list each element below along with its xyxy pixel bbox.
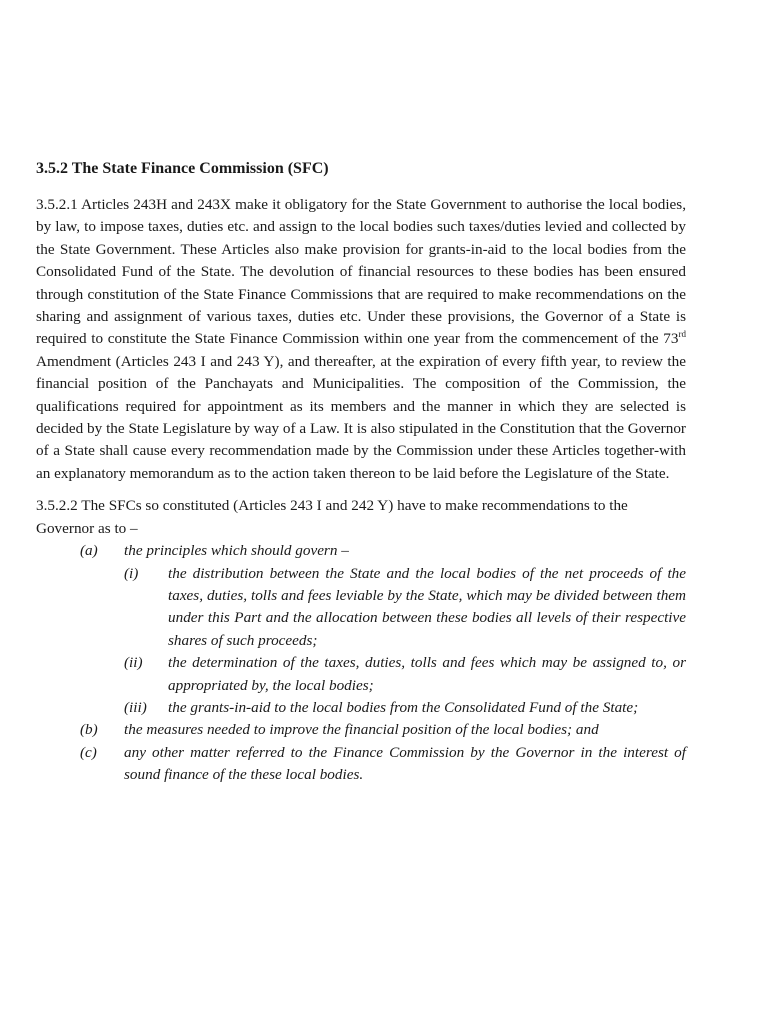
list-item-iii — [36, 697, 686, 719]
paragraph-text-end: Amendment (Articles 243 I and 243 Y), and thereafter, at the expiration of every fifth year, to review the financial position of the Panchayats and Municipalities. The composition of the Commission, the qualifications required for appointment as its members and the manner in which they are selected is decided by the State Legislature by way of a Law. It is also stipulated in the Constitution that the Governor of a State shall cause every recommendation made by the Commission under these Articles together-with an explanatory memorandum as to the action taken thereon to be laid before the Legislature of the State. — [36, 352, 686, 482]
list-item-ii — [36, 652, 686, 697]
list-item-text: the determination of the taxes, duties, tolls and fees which may be assigned to, or appropriated by, the local bodies; — [168, 654, 686, 694]
paragraph-text-start: 3.5.2.1 Articles 243H and 243X make it obligatory for the State Government to authorise the local bodies, by law, to impose taxes, duties etc. and assign to the local bodies such taxes/duties levied and collected by the State Government. These Articles also make provision for grants-in-aid to the local bodies from the Consolidated Fund of the State. The devolution of financial resources to these bodies has been ensured through constitution of the State Finance Commissions that are required to make recommendations on the sharing and assignment of various taxes, duties etc. Under these provisions, the Governor of a State is required to constitute the State Finance Commission within one year from the commencement of the 73 — [36, 196, 686, 348]
section-heading: 3.5.2 The State Finance Commission (SFC) — [36, 160, 329, 177]
superscript-ordinal: rd — [678, 329, 686, 340]
list-item-label: (c) — [80, 743, 97, 761]
recommendation-list — [36, 540, 686, 786]
list-item-a — [36, 540, 686, 562]
list-item-text: the measures needed to improve the financial position of the local bodies; and — [124, 721, 599, 739]
document-page — [36, 158, 686, 787]
list-item-b — [36, 719, 686, 741]
list-item-label: (i) — [124, 564, 139, 582]
paragraph-3-5-2-1 — [36, 194, 686, 485]
list-item-text: the grants-in-aid to the local bodies from the Consolidated Fund of the State; — [168, 698, 639, 716]
list-item-text: the principles which should govern – — [124, 542, 349, 560]
list-item-label: (a) — [80, 542, 98, 560]
list-item-text: the distribution between the State and the local bodies of the net proceeds of the taxes, duties, tolls and fees leviable by the State, which may be divided between them under this Part and the allocation between these bodies all levels of their respective shares of such proceeds; — [168, 564, 686, 649]
paragraph-3-5-2-2: 3.5.2.2 The SFCs so constituted (Articles 243 I and 242 Y) have to make recommendations to the Governor as to – — [36, 497, 628, 537]
list-item-label: (b) — [80, 721, 98, 739]
list-item-label: (ii) — [124, 654, 143, 672]
list-item-label: (iii) — [124, 698, 147, 716]
list-item-text: any other matter referred to the Finance Commission by the Governor in the interest of sound finance of the these local bodies. — [124, 743, 686, 784]
list-item-c — [36, 742, 686, 787]
list-item-i — [36, 563, 686, 653]
